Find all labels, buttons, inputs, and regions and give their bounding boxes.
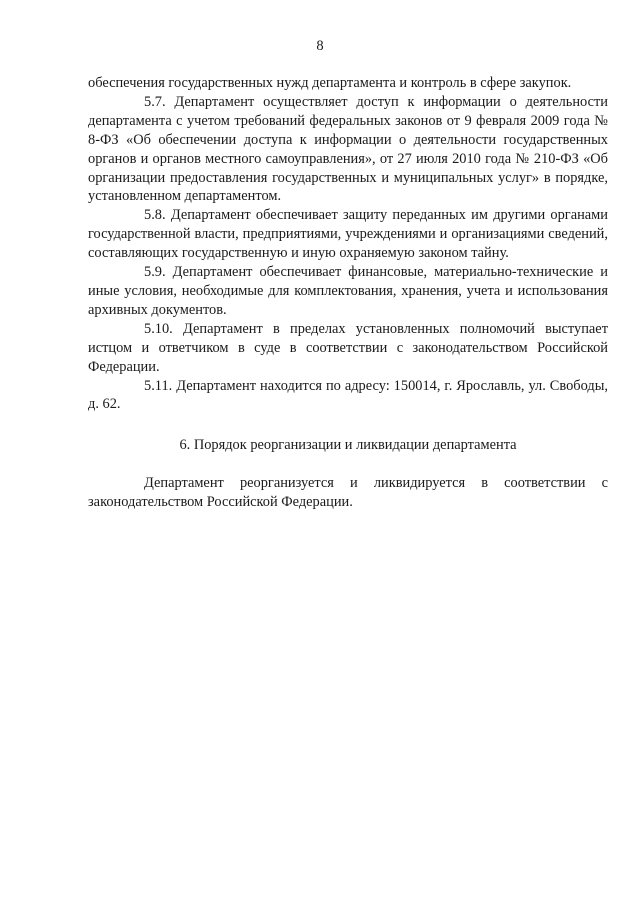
section-5-body [88,74,608,414]
paragraph-continuation: обеспечения государственных нужд департамента и контроль в сфере закупок. [88,75,572,91]
paragraph-6: Департамент реорганизуется и ликвидируется в соответствии с законодательством Российской Федерации. [88,475,608,510]
paragraph-5-10: 5.10. Департамент в пределах установленных полномочий выступает истцом и ответчиком в суде в соответствии с законодательством Российской Федерации. [88,320,608,375]
paragraph-5-9: 5.9. Департамент обеспечивает финансовые, материально-технические и иные условия, необходимые для комплектования, хранения, учета и использования архивных документов. [88,264,608,318]
section-6-heading: 6. Порядок реорганизации и ликвидации департамента [179,437,517,453]
page-number: 8 [316,38,324,54]
paragraph-5-8: 5.8. Департамент обеспечивает защиту переданных им другими органами государственной власти, предприятиями, учреждениями и организациями сведений, составляющих государственную и иную охраняемую законом тайну. [88,207,608,262]
section-6-body [88,474,608,512]
paragraph-5-11: 5.11. Департамент находится по адресу: 150014, г. Ярославль, ул. Свободы, д. 62. [88,377,608,413]
paragraph-5-7: 5.7. Департамент осуществляет доступ к информации о деятельности департамента с учетом требований федеральных законов от 9 февраля 2009 года № 8-ФЗ «Об обеспечении доступа к информации о деятельности государственных органов и органов местного самоуправления», от 27 июля 2010 года № 210-ФЗ «Об организации предоставления государственных и муниципальных услуг» в порядке, установленном департаментом. [88,93,608,205]
